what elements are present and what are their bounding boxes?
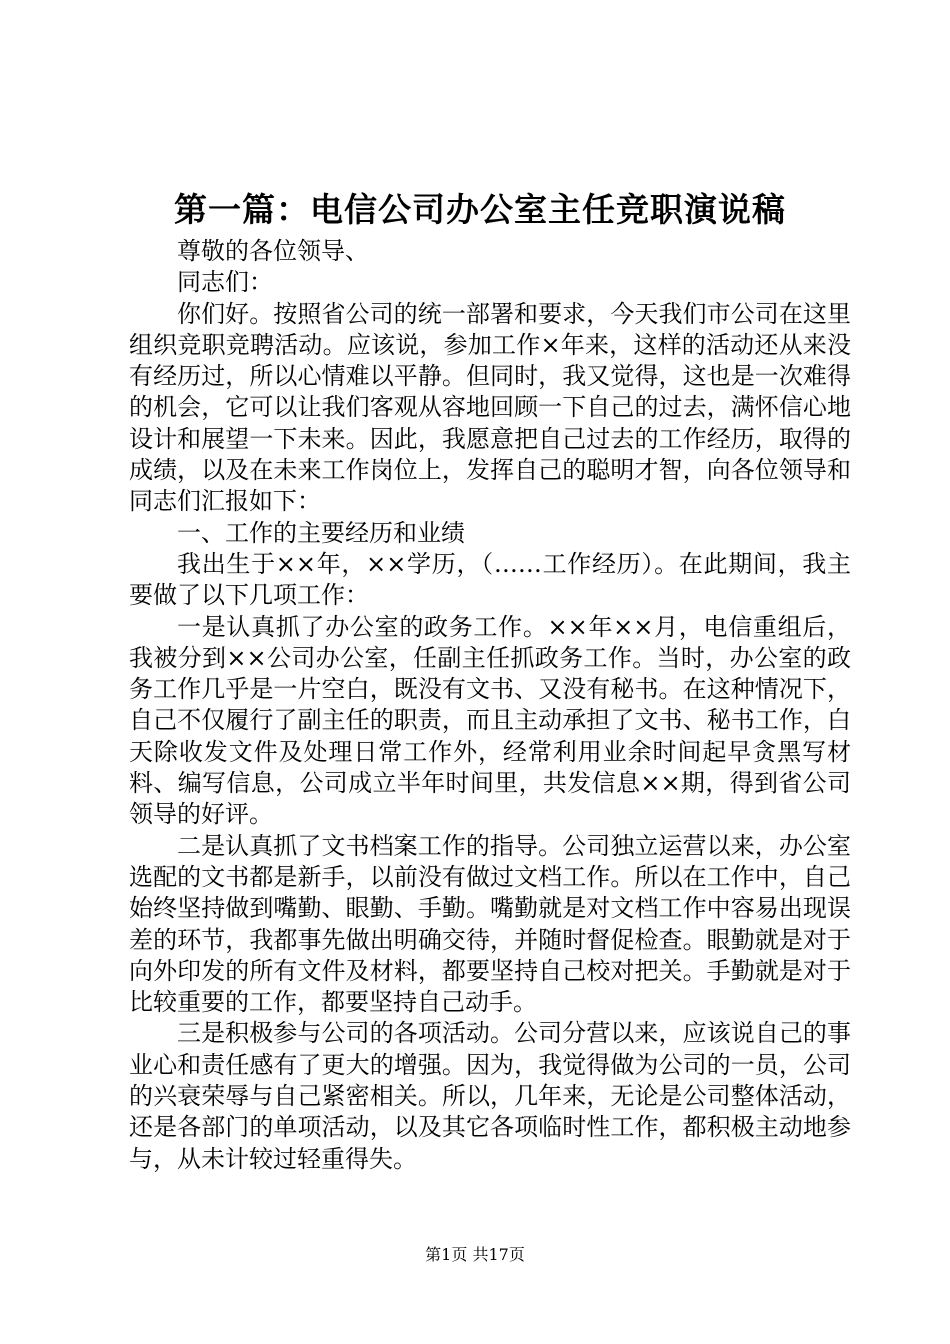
paragraph-background: 我出生于××年，××学历，（……工作经历）。在此期间，我主要做了以下几项工作：	[129, 549, 851, 610]
page-total: 共17页	[472, 1245, 525, 1264]
section-heading: 一、工作的主要经历和业绩	[177, 518, 465, 547]
paragraph-intro: 你们好。按照省公司的统一部署和要求，今天我们市公司在这里组织竞职竞聘活动。应该说，参加工作×年来，这样的活动还从来没有经历过，所以心情难以平静。但同时，我又觉得，这也是一次难得的机会，它可以让我们客观从容地回顾一下自己的过去，满怀信心地设计和展望一下未来。因此，我愿意把自己过去的工作经历，取得的成绩，以及在未来工作岗位上，发挥自己的聪明才智，向各位领导和同志们汇报如下：	[129, 299, 851, 516]
paragraph-item-2: 二是认真抓了文书档案工作的指导。公司独立运营以来，办公室选配的文书都是新手，以前没有做过文档工作。所以在工作中，自己始终坚持做到嘴勤、眼勤、手勤。嘴勤就是对文档工作中容易出现误差的环节，我都事先做出明确交待，并随时督促检查。眼勤就是对于向外印发的所有文件及材料，都要坚持自己校对把关。手勤就是对于比较重要的工作，都要坚持自己动手。	[129, 831, 851, 1017]
paragraph-item-3: 三是积极参与公司的各项活动。公司分营以来，应该说自己的事业心和责任感有了更大的增强。因为，我觉得做为公司的一员，公司的兴衰荣辱与自己紧密相关。所以，几年来，无论是公司整体活动，还是各部门的单项活动，以及其它各项临时性工作，都积极主动地参与，从未计较过轻重得失。	[129, 1019, 851, 1173]
document-title: 第一篇：电信公司办公室主任竞职演说稿	[174, 190, 786, 229]
page-number: 第1页	[425, 1245, 468, 1264]
paragraph-item-1: 一是认真抓了办公室的政务工作。××年××月，电信重组后，我被分到××公司办公室，任副主任抓政务工作。当时，办公室的政务工作几乎是一片空白，既没有文书、又没有秘书。在这种情况下，自己不仅履行了副主任的职责，而且主动承担了文书、秘书工作，白天除收发文件及处理日常工作外，经常利用业余时间起早贪黑写材料、编写信息，公司成立半年时间里，共发信息××期，得到省公司领导的好评。	[129, 612, 851, 829]
page-footer	[0, 1243, 950, 1267]
salutation-line-1: 尊敬的各位领导、	[177, 237, 369, 265]
salutation-line-2: 同志们：	[177, 268, 273, 297]
document-body	[129, 236, 851, 1175]
